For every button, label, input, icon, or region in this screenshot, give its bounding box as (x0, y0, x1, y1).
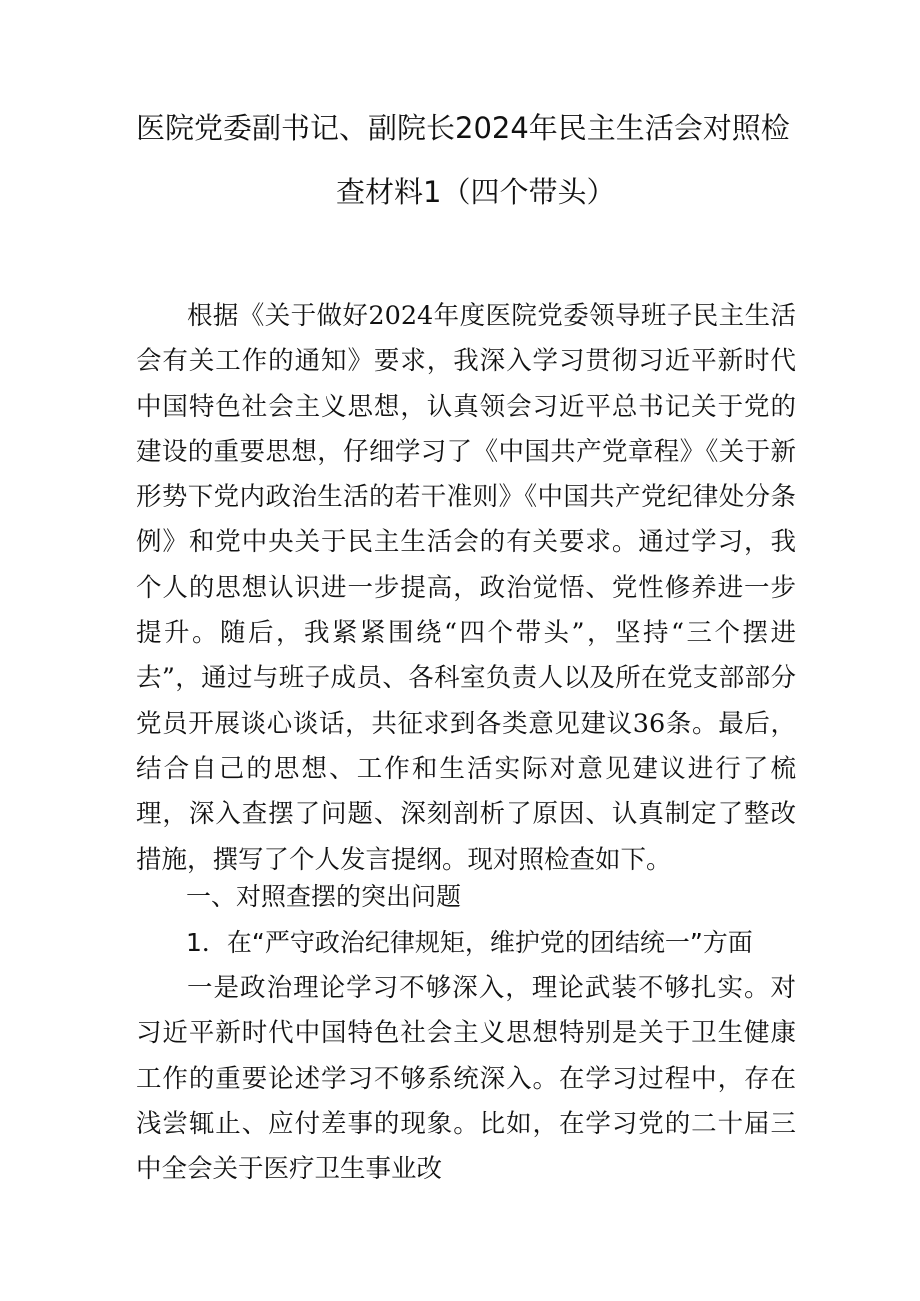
subsection-heading: 1．在“严守政治纪律规矩，维护党的团结统一”方面 (186, 928, 753, 957)
issue-paragraph: 一是政治理论学习不够深入，理论武装不够扎实。对习近平新时代中国特色社会主义思想特别是关于卫生健康工作的重要论述学习不够系统深入。在学习过程中，存在浅尝辄止、应付差事的现象。比如，在学习党的二十届三中全会关于医疗卫生事业改 (136, 973, 796, 1185)
document-title-line-2: 查材料1（四个带头） (336, 175, 616, 209)
document-title-line-1: 医院党委副书记、副院长2024年民主生活会对照检 (136, 111, 790, 145)
intro-paragraph: 根据《关于做好2024年度医院党委领导班子民主生活会有关工作的通知》要求，我深入学习贯彻习近平新时代中国特色社会主义思想，认真领会习近平总书记关于党的建设的重要思想，仔细学习了《中国共产党章程》《关于新形势下党内政治生活的若干准则》《中国共产党纪律处分条例》和党中央关于民主生活会的有关要求。通过学习，我个人的思想认识进一步提高，政治觉悟、党性修养进一步提升。随后，我紧紧围绕“四个带头”，坚持“三个摆进去”，通过与班子成员、各科室负责人以及所在党支部部分党员开展谈心谈话，共征求到各类意见建议36条。最后，结合自己的思想、工作和生活实际对意见建议进行了梳理，深入查摆了问题、深刻剖析了原因、认真制定了整改措施，撰写了个人发言提纲。现对照检查如下。 (136, 301, 796, 875)
section-heading: 一、对照查摆的突出问题 (186, 882, 462, 911)
